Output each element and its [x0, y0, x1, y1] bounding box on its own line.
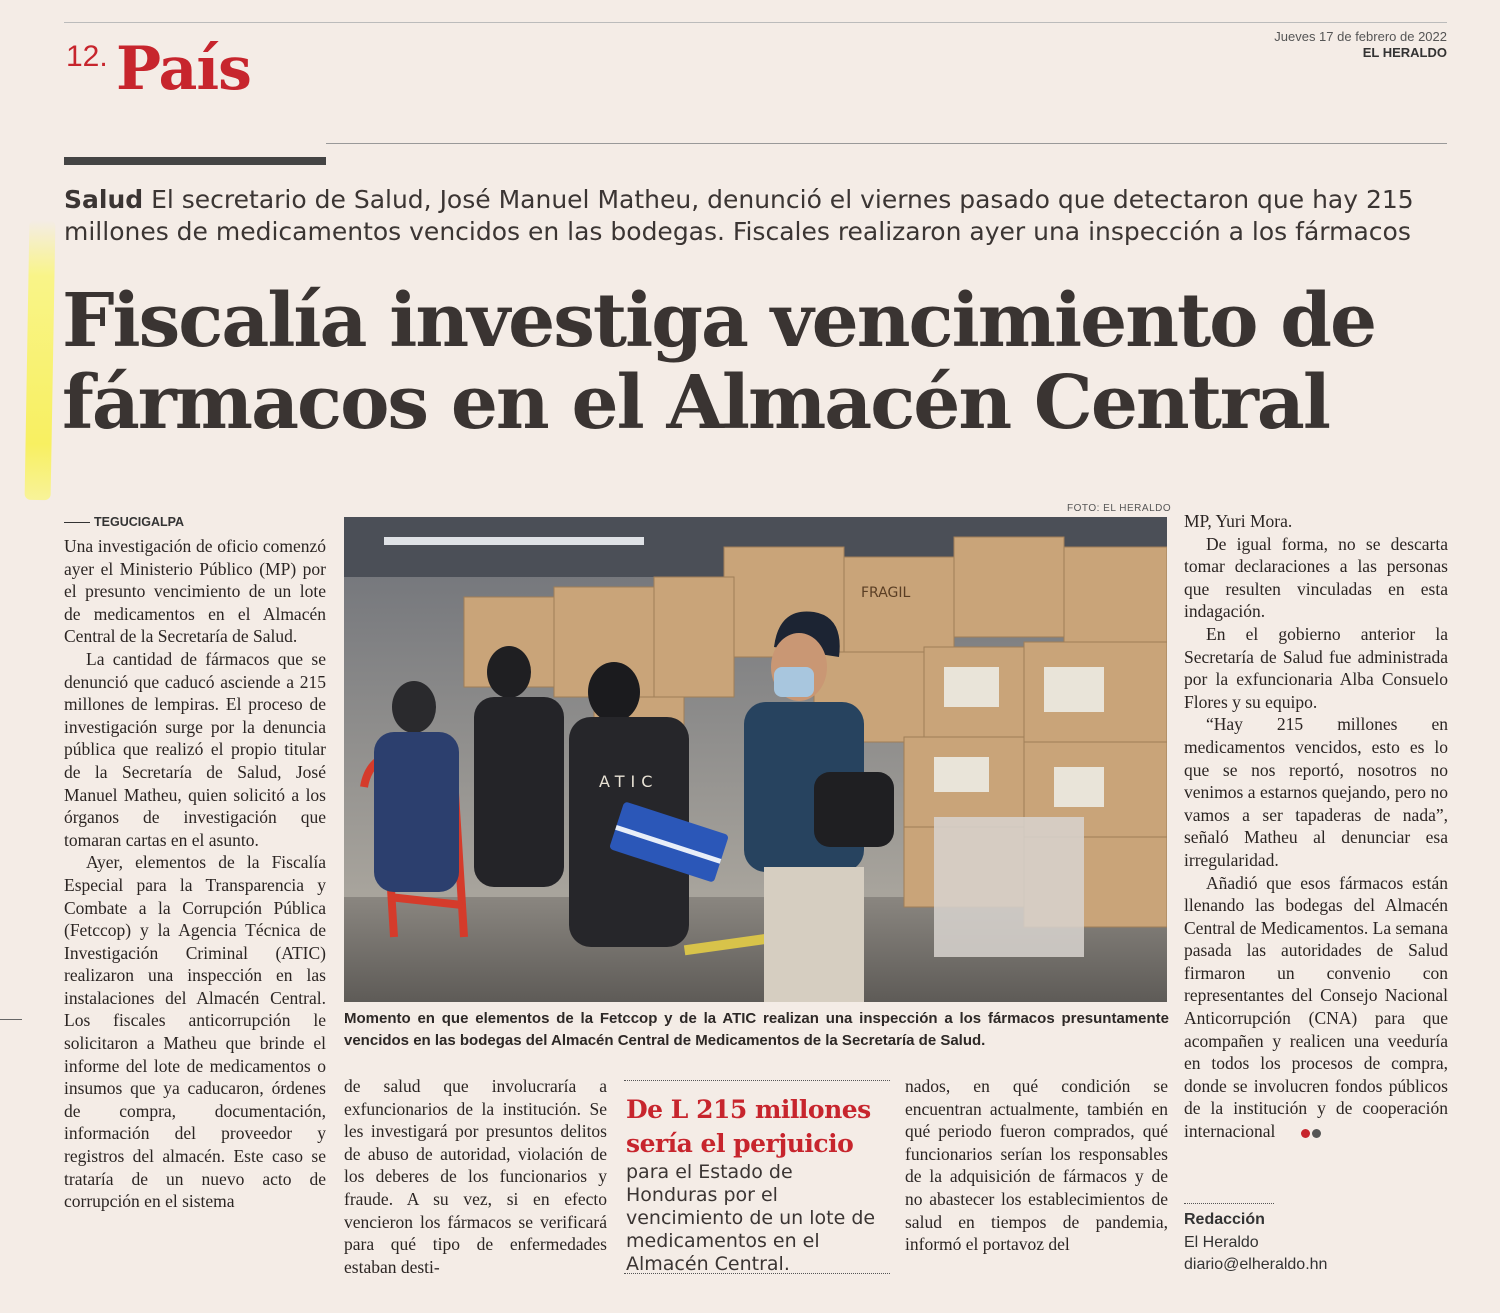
- pull-quote-body: para el Estado de Honduras por el vencimiento de un lote de medicamentos en el Almacén Central.: [626, 1161, 876, 1275]
- pull-quote-head: De L 215 millones sería el perjuicio: [626, 1095, 871, 1158]
- pull-quote: [624, 1080, 890, 1274]
- paragraph: “Hay 215 millones en medicamentos vencidos, esto es lo que se nos reportó, nosotros no venimos a estarnos quejando, pero no vamos a ser tapaderas de nada”, señaló Matheu al denunciar esa irregularidad.: [1184, 714, 1448, 870]
- body-column-2: [344, 1075, 607, 1278]
- paragraph-last: [1184, 872, 1448, 1143]
- byline-author: Redacción: [1184, 1211, 1265, 1228]
- paragraph: Una investigación de oficio comenzó ayer el Ministerio Público (MP) por el presunto vencimiento de un lote de medicamentos en el Almacén Central de la Secretaría de Salud.: [64, 536, 326, 647]
- header-divider: [326, 143, 1447, 144]
- paragraph: Ayer, elementos de la Fiscalía Especial para la Transparencia y Combate a la Corrupción Pública (Fetccop) y la Agencia Técnica de Investigación Criminal (ATIC) realizaron una inspección en las instalaciones del Almacén Central. Los fiscales anticorrupción le solicitaron a Matheu que brinde el informe del lote de medicamentos o insumos que ya caducaron, órdenes de compra, documentación, información del proveedor y registros del almacén. Este caso se trataría de un nuevo acto de corrupción en el sistema: [64, 852, 326, 1212]
- photo-caption: Momento en que elementos de la Fetccop y de la ATIC realizan una inspección a los fármacos presuntamente vencidos en las bodegas del Almacén Central de Medicamentos de la Secretaría de Salud.: [344, 1010, 1169, 1049]
- paragraph: En el gobierno anterior la Secretaría de Salud fue administrada por la exfuncionaria Alba Consuelo Flores y su equipo.: [1184, 623, 1448, 712]
- atic-vest-label: ATIC: [599, 772, 659, 791]
- paragraph-text: Añadió que esos fármacos están llenando las bodegas del Almacén Central de Medicamentos. La semana pasada las autoridades de Salud firmaron un convenio con representantes del Consejo Nacional Anticorrupción (CNA) para que acompañen y realicen una veeduría en todos los procesos de compra, donde se involucren fondos públicos de la institución y de cooperación internacional: [1184, 872, 1448, 1142]
- section-bar: [64, 157, 326, 165]
- byline-organization: El Heraldo: [1184, 1234, 1259, 1251]
- article-photo: [344, 517, 1167, 1002]
- fragile-label: FRAGIL: [861, 585, 911, 601]
- paragraph: De igual forma, no se descarta tomar declaraciones a las personas que resulten vinculadas en esta indagación.: [1184, 533, 1448, 622]
- section-title: País: [116, 34, 251, 104]
- byline-divider: [1184, 1203, 1274, 1204]
- margin-mark: [0, 1019, 22, 1020]
- body-column-1: [64, 535, 326, 1213]
- end-mark-icon: [1279, 1120, 1323, 1143]
- paragraph: de salud que involucraría a exfuncionarios de la institución. Se les investigará por presuntos delitos de abuso de autoridad, violación de los deberes de los funcionarios y fraude. A su vez, si en efecto vencieron los fármacos se verificará para qué tipo de enfermedades estaban desti-: [344, 1076, 607, 1277]
- photo-credit: FOTO: EL HERALDO: [1067, 503, 1172, 514]
- paragraph: MP, Yuri Mora.: [1184, 511, 1293, 531]
- paragraph: La cantidad de fármacos que se denunció que caducó asciende a 215 millones de lempiras. El proceso de investigación surge por la denuncia pública que realizó el propio titular de la Secretaría de Salud, José Manuel Matheu, quien solicitó a los órganos de investigación que tomaran cartas en el asunto.: [64, 648, 326, 850]
- top-rule: [64, 22, 1447, 23]
- byline-email: diario@elheraldo.hn: [1184, 1256, 1328, 1273]
- body-column-3: [905, 1075, 1168, 1256]
- issue-date: Jueves 17 de febrero de 2022: [1274, 29, 1447, 44]
- dateline: TEGUCIGALPA: [64, 515, 184, 529]
- kicker-text: El secretario de Salud, José Manuel Matheu, denunció el viernes pasado que detectaron que hay 215 millones de medicamentos vencidos en las bodegas. Fiscales realizaron ayer una inspección a los fármacos: [64, 185, 1414, 246]
- article-headline: Fiscalía investiga vencimiento de fármacos en el Almacén Central: [62, 278, 1376, 446]
- highlighter-mark: [25, 220, 56, 500]
- kicker-label: Salud: [64, 185, 144, 214]
- article-kicker: [64, 184, 1454, 248]
- paragraph: nados, en qué condición se encuentran actualmente, también en qué periodo fueron comprados, qué funcionarios serían los responsables de la adquisición de fármacos y de no abastecer los establecimientos de salud en tiempos de pandemia, informó el portavoz del: [905, 1076, 1168, 1255]
- newspaper-name: EL HERALDO: [1362, 45, 1447, 60]
- body-column-4: [1184, 510, 1448, 1143]
- page-number: 12.: [66, 40, 108, 73]
